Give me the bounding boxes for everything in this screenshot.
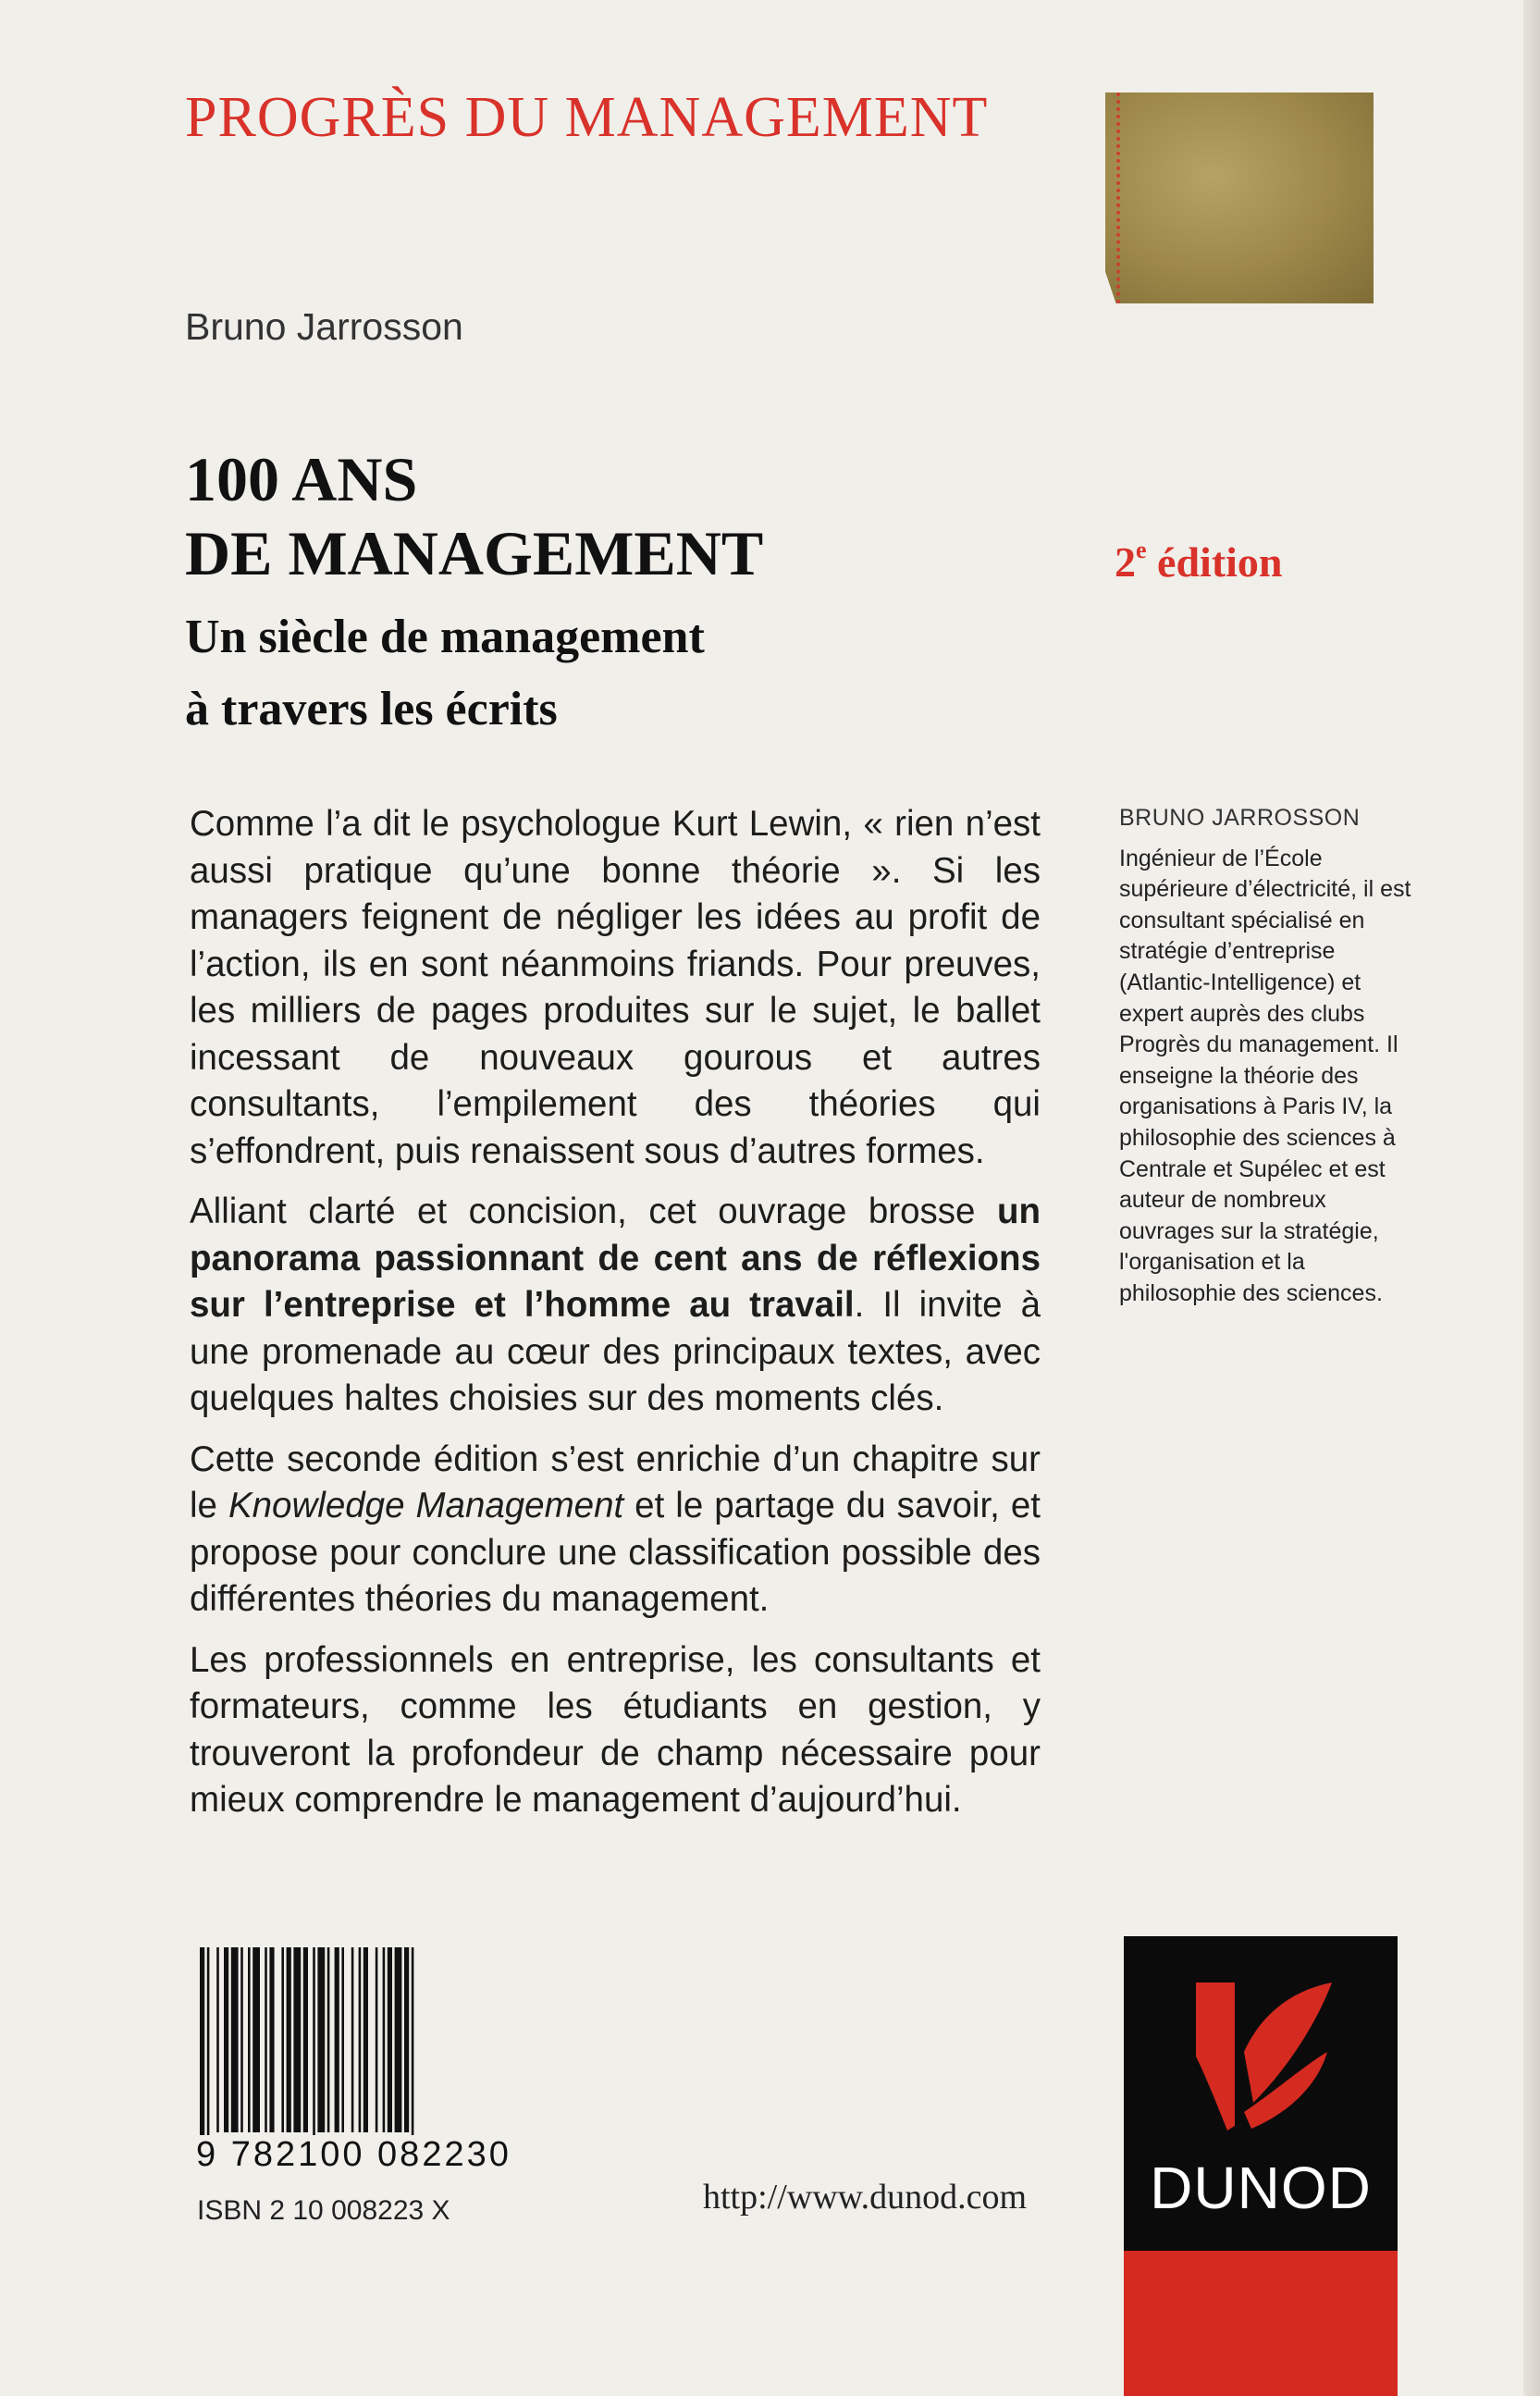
paragraph	[190, 1189, 1041, 1423]
series-title: PROGRÈS DU MANAGEMENT	[185, 86, 989, 149]
book-title-line: 100 ANS	[185, 444, 418, 514]
page-edge	[1523, 0, 1540, 2396]
book-title	[185, 442, 763, 590]
logo-red-panel	[1124, 2251, 1398, 2396]
text-span: Alliant clarté et concision, cet ouvrage brosse	[190, 1192, 997, 1231]
back-cover-text	[190, 801, 1041, 1838]
text-span: et le partage du savoir, et propose pour conclure une classification possible des différentes théories du management.	[190, 1486, 1041, 1619]
author-name: Bruno Jarrosson	[185, 305, 463, 348]
barcode-image	[196, 1947, 552, 2151]
bio-name: BRUNO JARROSSON	[1119, 805, 1361, 831]
book-subtitle-line: à travers les écrits	[185, 683, 558, 735]
isbn-text: ISBN 2 10 008223 X	[197, 2195, 450, 2226]
edition-superscript: e	[1136, 537, 1147, 563]
text-span: Cette seconde édition s’est enrichie d’un chapitre sur le	[190, 1439, 1041, 1525]
paragraph: Comme l’a dit le psychologue Kurt Lewin, « rien n’est aussi pratique qu’une bonne théorie ». Si les managers feignent de négliger les idées au profit de l’action, ils en sont néanmoins friands. Pour preuves, les milliers de pages produites sur le sujet, le ballet incessant de nouveaux gourous et autres consultants, l’empilement des théories qui s’effondrent, puis renaissent sous d’autres formes.	[190, 804, 1041, 1171]
author-bio	[1119, 803, 1424, 1310]
fabric-swatch-image	[1105, 93, 1374, 303]
text-span: . Il invite à une promenade au cœur des principaux textes, avec quelques haltes choisies sur des moments clés.	[190, 1285, 1041, 1418]
edition-word: édition	[1157, 538, 1283, 586]
book-subtitle-line: Un siècle de management	[185, 611, 705, 663]
barcode-number: 9 782100 082230	[196, 2135, 566, 2175]
book-subtitle	[185, 601, 705, 746]
paragraph: Les professionnels en entreprise, les consultants et formateurs, comme les étudiants en gestion, y trouveront la profondeur de champ nécessaire pour mieux comprendre le management d’aujourd’hui.	[190, 1639, 1041, 1820]
publisher-name: DUNOD	[1150, 2155, 1372, 2221]
dunod-logo	[1124, 1936, 1398, 2396]
book-title-line: DE MANAGEMENT	[185, 518, 764, 588]
logo-mark-icon	[1179, 1964, 1346, 2149]
bio-text: Ingénieur de l’École supérieure d’électricité, il est consultant spécialisé en stratégie d’entreprise (Atlantic-Intelligence) et expert auprès des clubs Progrès du management. Il enseigne la théorie des organisations à Paris IV, la philosophie des sciences à Centrale et Supélec et est auteur de nombreux ouvrages sur la stratégie, l'organisation et la philosophie des sciences.	[1119, 845, 1411, 1306]
paragraph	[190, 1437, 1041, 1624]
italic-text: Knowledge Management	[228, 1486, 624, 1525]
edition-number: 2	[1115, 538, 1136, 586]
bold-text: un panorama passionnant de cent ans de réflexions sur l’entreprise et l’homme au travail	[190, 1192, 1041, 1325]
edition-label	[1115, 537, 1283, 587]
publisher-url[interactable]: http://www.dunod.com	[703, 2178, 1028, 2217]
